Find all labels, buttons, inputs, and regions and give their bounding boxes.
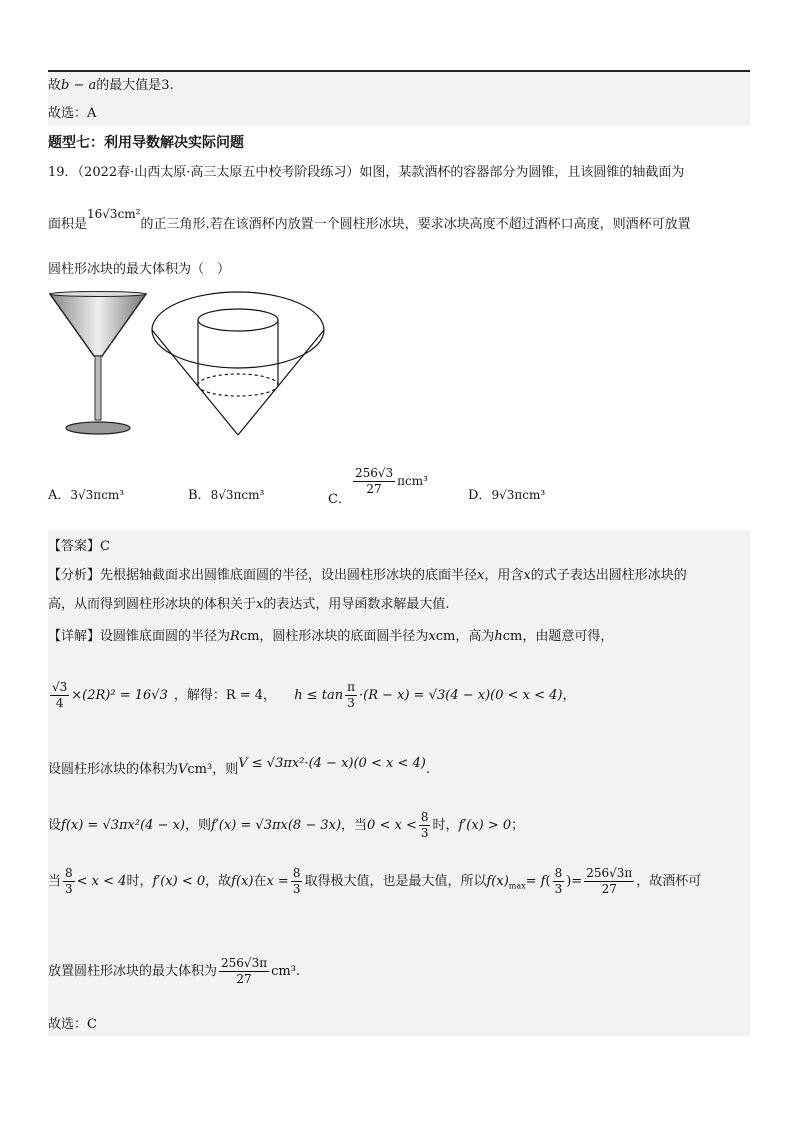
option-c[interactable]: C． $\frac{256√3}{27}$ πcm³ <box>328 466 428 507</box>
martini-glass-image <box>48 290 148 440</box>
cone-cylinder-diagram <box>150 290 330 440</box>
section-title: 题型七：利用导数解决实际问题 <box>48 135 244 151</box>
question-line-2: 面积是16√3cm²的正三角形.若在该酒杯内放置一个圆柱形冰块，要求冰块高度不超过酒杯口高度，则酒杯可放置 <box>48 207 691 232</box>
detail-conclusion: 放置圆柱形冰块的最大体积为 $\frac{256√3\pi}{27}$ cm³. <box>48 956 301 986</box>
analysis-line-2: 高，从而得到圆柱形冰块的体积关于x的表达式，用导函数求解最大值. <box>48 597 450 612</box>
question-line-3: 圆柱形冰块的最大体积为（ ） <box>48 262 231 277</box>
area-expression: 16√3cm² <box>87 207 141 221</box>
analysis-line-1: 【分析】先根据轴截面求出圆锥底面圆的半径，设出圆柱形冰块的底面半径x，用含x的式子表达出圆柱形冰块的 <box>48 568 687 583</box>
detail-derivative: 设f(x) = √3πx²(4 − x)，则f′(x) = √3πx(8 − 3x)，当0 < x < $\frac{8}{3}$ 时，f′(x) > 0； <box>48 810 525 840</box>
prev-choice: 故选：A <box>48 106 97 121</box>
final-choice: 故选：C <box>48 1017 97 1032</box>
detail-eq1: $\frac{√3}{4}$ ×(2R)² = 16√3 ，解得：R = 4， h ≤ tan $\frac{\pi}{3}$ ·(R − x) = √3(4 − x)(0 < x < 4)， <box>52 680 576 710</box>
option-a[interactable]: A．3√3πcm³ <box>48 488 125 503</box>
detail-intro: 【详解】设圆锥底面圆的半径为Rcm，圆柱形冰块的底面圆半径为xcm，高为hcm，由题意可得， <box>48 629 614 644</box>
option-d[interactable]: D．9√3πcm³ <box>468 488 546 503</box>
option-c-fraction: $\frac{256√3}{27}$ <box>354 466 394 496</box>
top-rule <box>48 70 750 72</box>
prev-max-line: 故b − a的最大值是3. <box>48 78 174 93</box>
answer-line: 【答案】C <box>48 539 110 554</box>
option-b[interactable]: B．8√3πcm³ <box>188 488 265 503</box>
detail-volume: 设圆柱形冰块的体积为Vcm³，则V ≤ √3πx²·(4 − x)(0 < x < 4). <box>48 756 430 777</box>
question-line-1: 19．（2022春·山西太原·高三太原五中校考阶段练习）如图，某款酒杯的容器部分为圆锥，且该圆锥的轴截面为 <box>48 165 685 180</box>
detail-max: 当 $\frac{8}{3}$ < x < 4时，f′(x) < 0，故f(x)在x = $\frac{8}{3}$ 取得极大值，也是最大值，所以$f(x)_{max}= f$( $\frac{8}{3}$ )= $\frac{256√3\pi}{27}$ ，故酒杯可 <box>48 866 702 896</box>
